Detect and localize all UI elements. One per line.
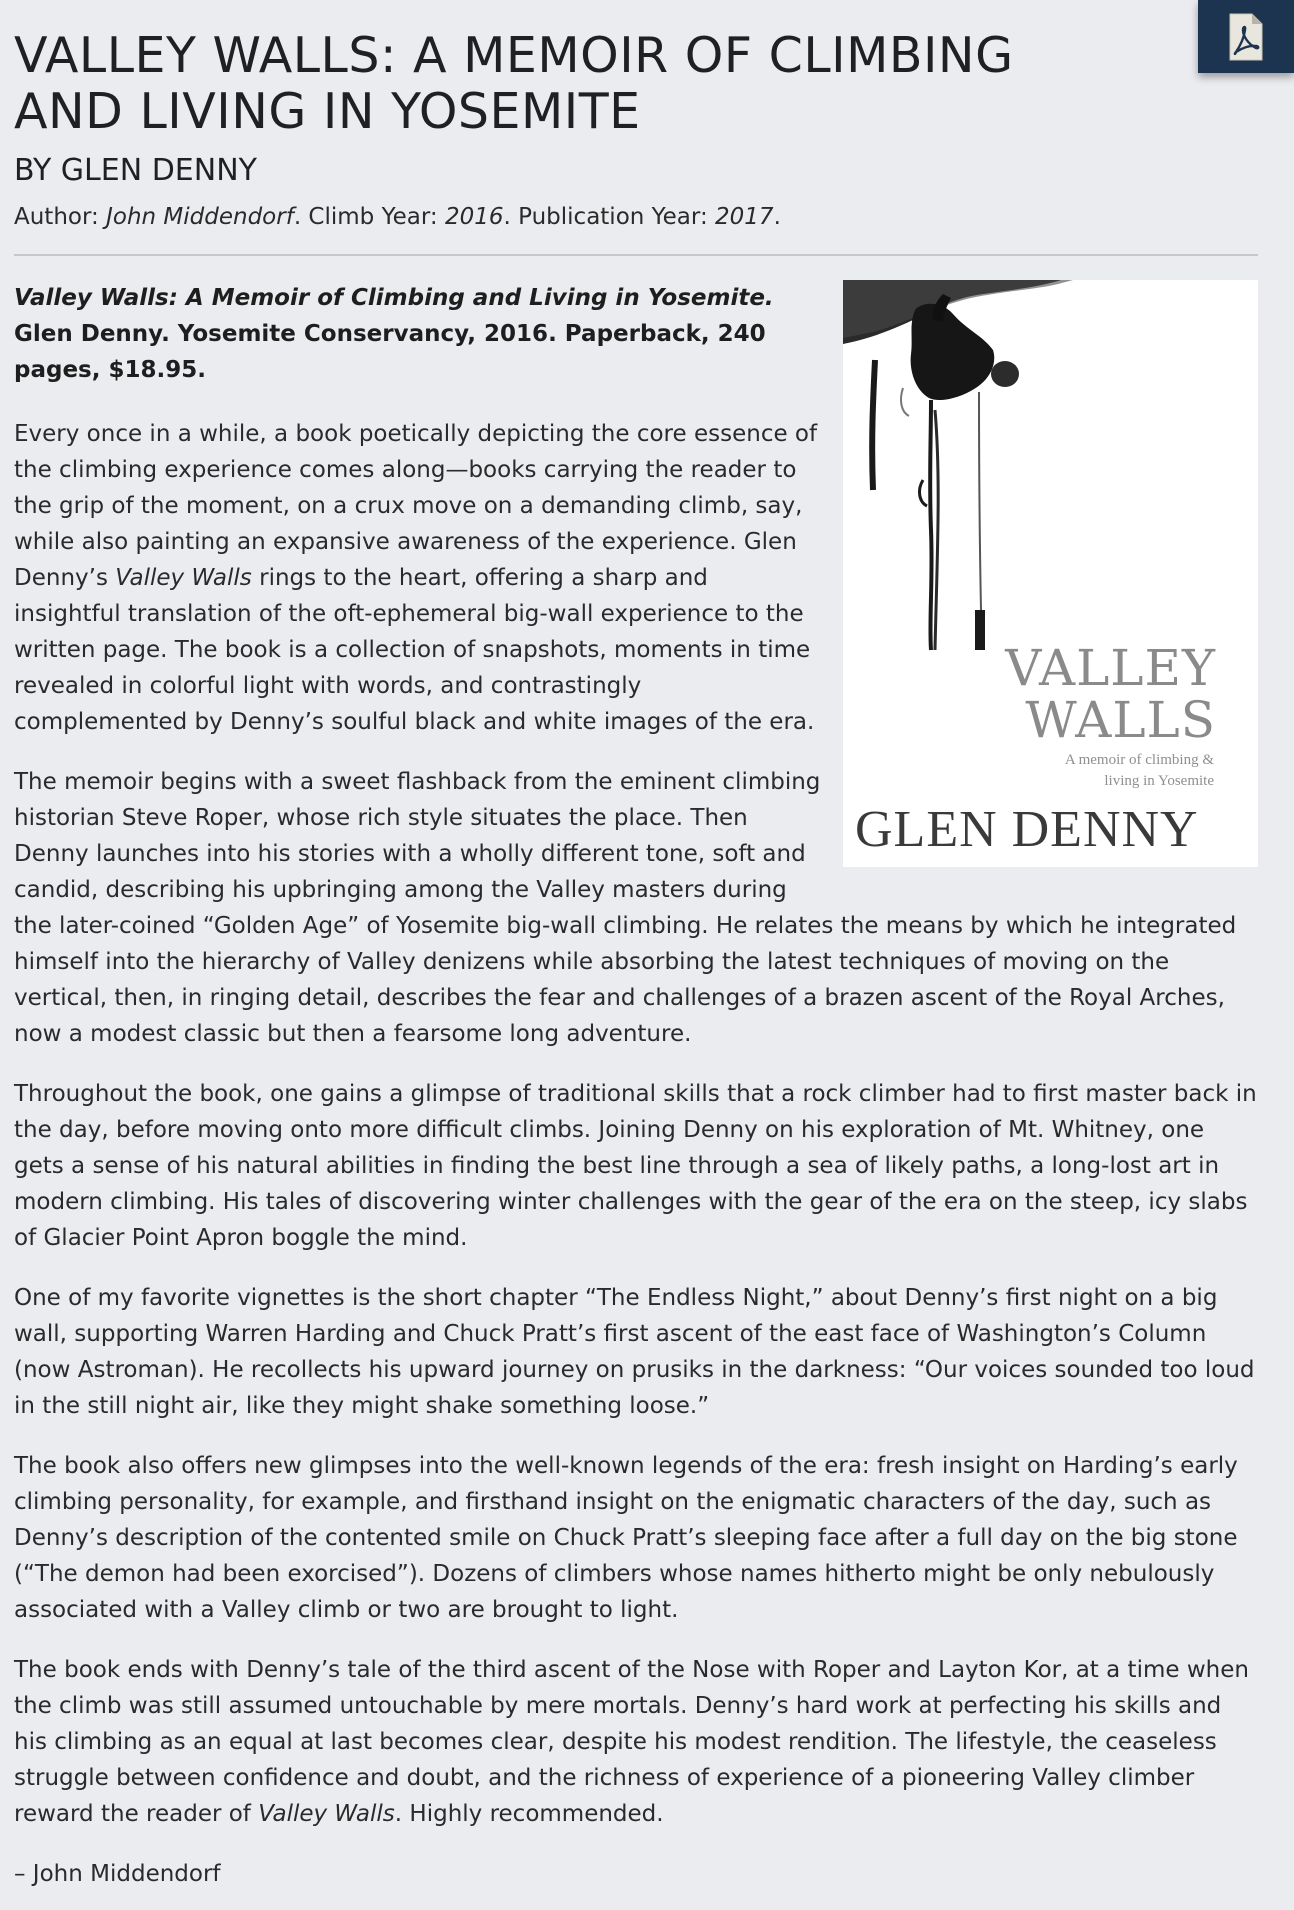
review-paragraph-4: One of my favorite vignettes is the short chapter “The Endless Night,” about Denny’s first night on a big wall, supporting Warren Harding and Chuck Pratt’s first ascent of the east face of Washington’s Column (now Astroman). He recollects his upward journey on prusiks in the darkness: “Our voices sounded too loud in the still night air, like they might shake something loose.”	[14, 1285, 1255, 1419]
review-paragraph-5: The book also offers new glimpses into the well-known legends of the era: fresh insight on Harding’s early climbing personality, for example, and firsthand insight on the enigmatic characters of the day, such as Denny’s description of the contented smile on Chuck Pratt’s sleeping face after a full day on the big stone (“The demon had been exorcised”). Dozens of climbers whose names hitherto might be only nebulously associated with a Valley climb or two are brought to light.	[14, 1453, 1238, 1623]
article-meta	[14, 202, 1258, 232]
climb-year: 2016	[444, 204, 504, 230]
review-signoff: – John Middendorf	[14, 1861, 221, 1887]
p6-text-b: . Highly recommended.	[394, 1801, 664, 1827]
p1-book-title: Valley Walls	[115, 565, 252, 591]
p6-text-a: The book ends with Denny’s tale of the third ascent of the Nose with Roper and Layton Kor, at a time when the climb was still assumed untouchable by mere mortals. Denny’s hard work at perfecting his skills and his climbing as an equal at last becomes clear, despite his modest rendition. The lifestyle, the ceaseless struggle between confidence and doubt, and the richness of experience of a pioneering Valley climber reward the reader of	[14, 1657, 1249, 1827]
cover-title-line2: WALLS	[1025, 691, 1216, 749]
p6-book-title: Valley Walls	[258, 1801, 395, 1827]
cover-title-line1: VALLEY	[1005, 639, 1216, 697]
review-paragraph-6	[14, 1652, 1258, 1832]
cover-subtitle-line1: A memoir of climbing &	[1064, 752, 1214, 768]
publication-year: 2017	[715, 204, 774, 230]
review-paragraph-3: Throughout the book, one gains a glimpse of traditional skills that a rock climber had to first master back in the day, before moving onto more difficult climbs. Joining Denny on his exploration of Mt. Whitney, one gets a sense of his natural abilities in finding the best line through a sea of likely paths, a long-lost art in modern climbing. His tales of discovering winter challenges with the gear of the era on the steep, icy slabs of Glacier Point Apron boggle the mind.	[14, 1081, 1257, 1251]
p1-text-b: rings to the heart, offering a sharp and insightful translation of the oft-ephemeral big-wall experience to the written page. The book is a collection of snapshots, moments in time revealed in colorful light with words, and contrastingly complemented by Denny’s soulful black and white images of the era.	[14, 565, 815, 735]
meta-end: .	[773, 204, 781, 230]
publication-year-label: . Publication Year:	[503, 204, 716, 230]
book-title-italic: Valley Walls: A Memoir of Climbing and Living in Yosemite.	[14, 285, 774, 311]
review-paragraph-2: The memoir begins with a sweet flashback from the eminent climbing historian Steve Roper, whose rich style situates the place. Then Denny launches into his stories with a wholly different tone, soft and candid, describing his upbringing among the Valley masters during the later-coined “Golden Age” of Yosemite big-wall climbing. He relates the means by which he integrated himself into the hierarchy of Valley denizens while absorbing the latest techniques of moving on the vertical, then, in ringing detail, describes the fear and challenges of a brazen ascent of the Royal Arches, now a modest classic but then a fearsome long adventure.	[14, 769, 1237, 1047]
climb-year-label: . Climb Year:	[293, 204, 445, 230]
cover-subtitle-line2: living in Yosemite	[1104, 773, 1214, 789]
header-divider	[14, 254, 1258, 256]
cover-subtitle	[1014, 750, 1214, 792]
page-title: VALLEY WALLS: A MEMOIR OF CLIMBING AND LIVING IN YOSEMITE	[14, 27, 1014, 140]
author-label: Author:	[14, 204, 107, 230]
p1-text-a: Every once in a while, a book poetically depicting the core essence of the climbing experience comes along—books carrying the reader to the grip of the moment, on a crux move on a demanding climb, say, while also painting an expansive awareness of the experience. Glen Denny’s	[14, 421, 818, 591]
cover-title	[1005, 639, 1216, 749]
cover-author: GLEN DENNY	[855, 801, 1199, 858]
book-publication-details: Glen Denny. Yosemite Conservancy, 2016. Paperback, 240 pages, $18.95.	[14, 321, 766, 383]
book-byline: BY GLEN DENNY	[14, 153, 257, 188]
review-article	[14, 0, 1258, 1892]
author-name: John Middendorf	[106, 204, 294, 230]
book-cover-image	[843, 280, 1258, 867]
